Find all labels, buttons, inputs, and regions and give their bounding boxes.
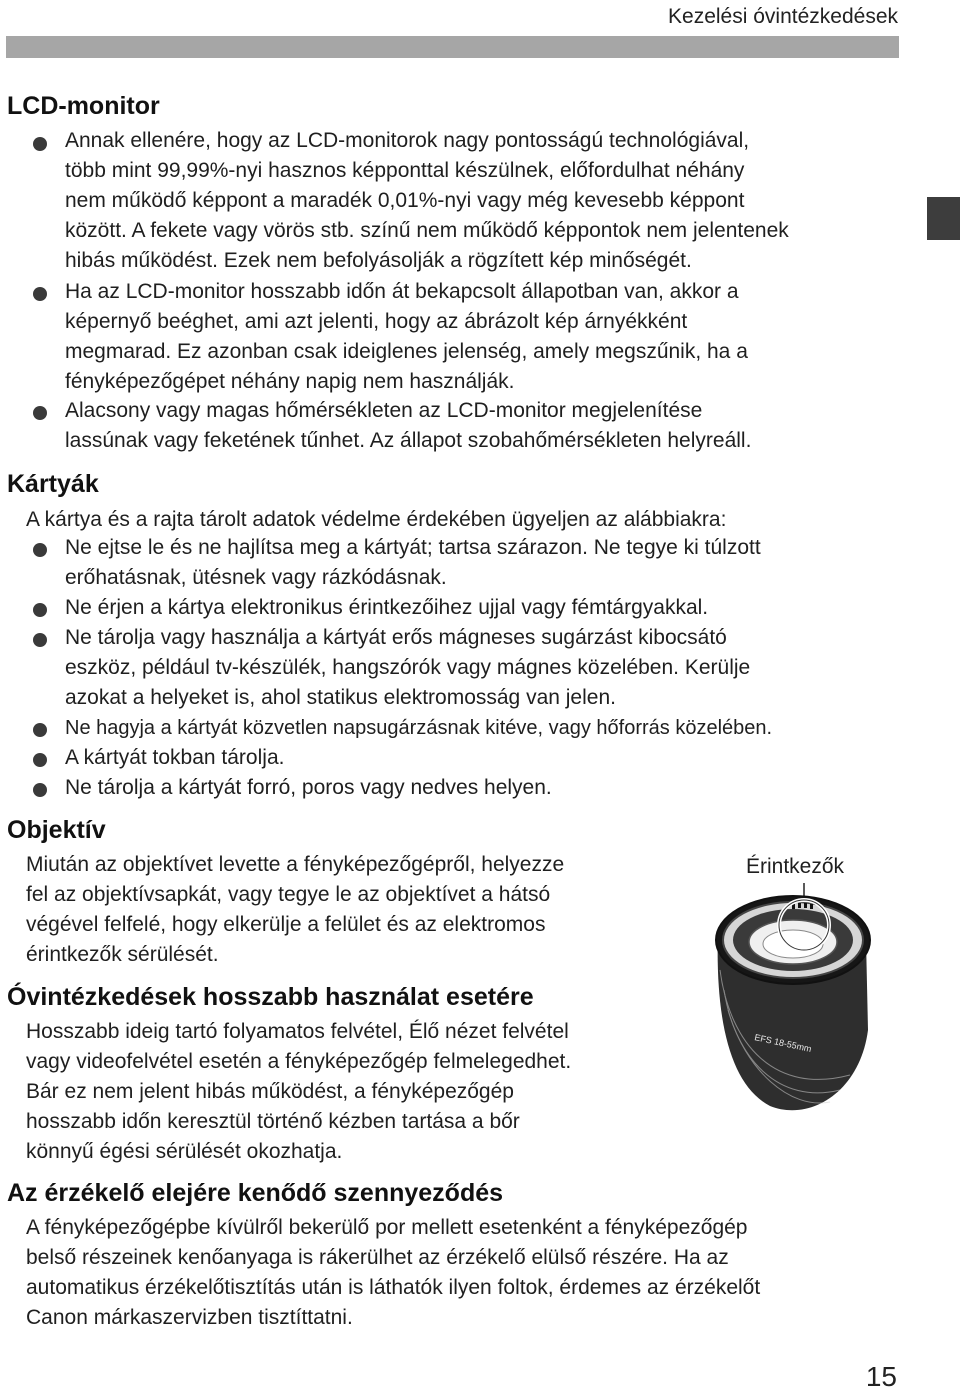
lcd-bullet-3: Alacsony vagy magas hőmérsékleten az LCD-monitor megjelenítése lassúnak vagy feketének tűnhet. Az állapot szobahőmérsékleten helyreáll. [65, 399, 752, 452]
section-heading-sensor: Az érzékelő elejére kenődő szennyeződés [7, 1179, 504, 1207]
bullet-icon [33, 753, 47, 767]
section-heading-cards: Kártyák [7, 470, 99, 498]
bullet-icon [33, 287, 47, 301]
cards-bullet-4: Ne hagyja a kártyát közvetlen napsugárzásnak kitéve, vagy hőforrás közelében. [65, 717, 773, 739]
lcd-bullet-1: Annak ellenére, hogy az LCD-monitorok nagy pontosságú technológiával, több mint 99,99%-nyi hasznos képponttal készülnek, előfordulhat néhány nem működő képpont a maradék 0,01%-nyi vagy még kevesebb képpont között. A fekete vagy vörös stb. színű nem működő képpontok nem jelentenek hibás működést. Ezek nem befolyásolják a rögzített kép minőségét. [65, 129, 789, 272]
bullet-icon [33, 723, 47, 737]
cards-bullet-1: Ne ejtse le és ne hajlítsa meg a kártyát; tartsa szárazon. Ne tegye ki túlzott erőhatásnak, ütésnek vagy rázkódásnak. [65, 536, 761, 589]
chapter-tab-marker [927, 197, 960, 240]
lens-paragraph: Miután az objektívet levette a fényképezőgépről, helyezze fel az objektívsapkát, vagy tegye le az objektívet a hátsó végével felfelé, hogy elkerülje a felület és az elektromos érintkezők sérülését. [26, 853, 565, 966]
lens-illustration [690, 870, 880, 1130]
section-heading-lens: Objektív [7, 816, 106, 844]
running-header-title: Kezelési óvintézkedések [668, 5, 898, 28]
sensor-paragraph: A fényképezőgépbe kívülről bekerülő por mellett esetenként a fényképezőgép belső részeinek kenőanyaga is rákerülhet az érzékelő elülső részére. Ha az automatikus érzékelőtisztítás után is láthatók ilyen foltok, érdemes az érzékelőt Canon márkaszervizben tisztíttatni. [26, 1216, 761, 1329]
bullet-icon [33, 543, 47, 557]
page-number: 15 [865, 1361, 897, 1392]
section-heading-long-use: Óvintézkedések hosszabb használat esetére [7, 983, 534, 1011]
bullet-icon [33, 783, 47, 797]
bullet-icon [33, 633, 47, 647]
lcd-bullet-2: Ha az LCD-monitor hosszabb időn át bekapcsolt állapotban van, akkor a képernyő beéghet, ami azt jelenti, hogy az ábrázolt kép árnyékként megmarad. Ez azonban csak ideiglenes jelenség, amely megszűnik, ha a fényképezőgépet néhány napig nem használják. [65, 280, 748, 393]
cards-bullet-5: A kártyát tokban tárolja. [65, 746, 285, 769]
lens-figure-caption: Érintkezők [746, 855, 845, 878]
bullet-icon [33, 603, 47, 617]
bullet-icon [33, 406, 47, 420]
section-heading-lcd: LCD-monitor [7, 92, 160, 120]
cards-intro: A kártya és a rajta tárolt adatok védelme érdekében ügyeljen az alábbiakra: [26, 508, 727, 531]
header-bar [6, 36, 899, 58]
cards-bullet-6: Ne tárolja a kártyát forró, poros vagy nedves helyen. [65, 776, 552, 799]
cards-bullet-2: Ne érjen a kártya elektronikus érintkezőihez ujjal vagy fémtárgyakkal. [65, 596, 709, 619]
cards-bullet-3: Ne tárolja vagy használja a kártyát erős mágneses sugárzást kibocsátó eszköz, például tv-készülék, hangszórók vagy mágnes közelében. Kerülje azokat a helyeket is, ahol statikus elektromosság van jelen. [65, 626, 751, 709]
lens-engraving: EFS 18-55mm [753, 1032, 813, 1055]
bullet-icon [33, 137, 47, 151]
long-use-paragraph: Hosszabb ideig tartó folyamatos felvétel, Élő nézet felvétel vagy videofelvétel esetén a fényképezőgép felmelegedhet. Bár ez nem jelent hibás működést, a fényképezőgép hosszabb időn keresztül történő kézben tartása a bőr könnyű égési sérülését okozhatja. [26, 1020, 572, 1163]
